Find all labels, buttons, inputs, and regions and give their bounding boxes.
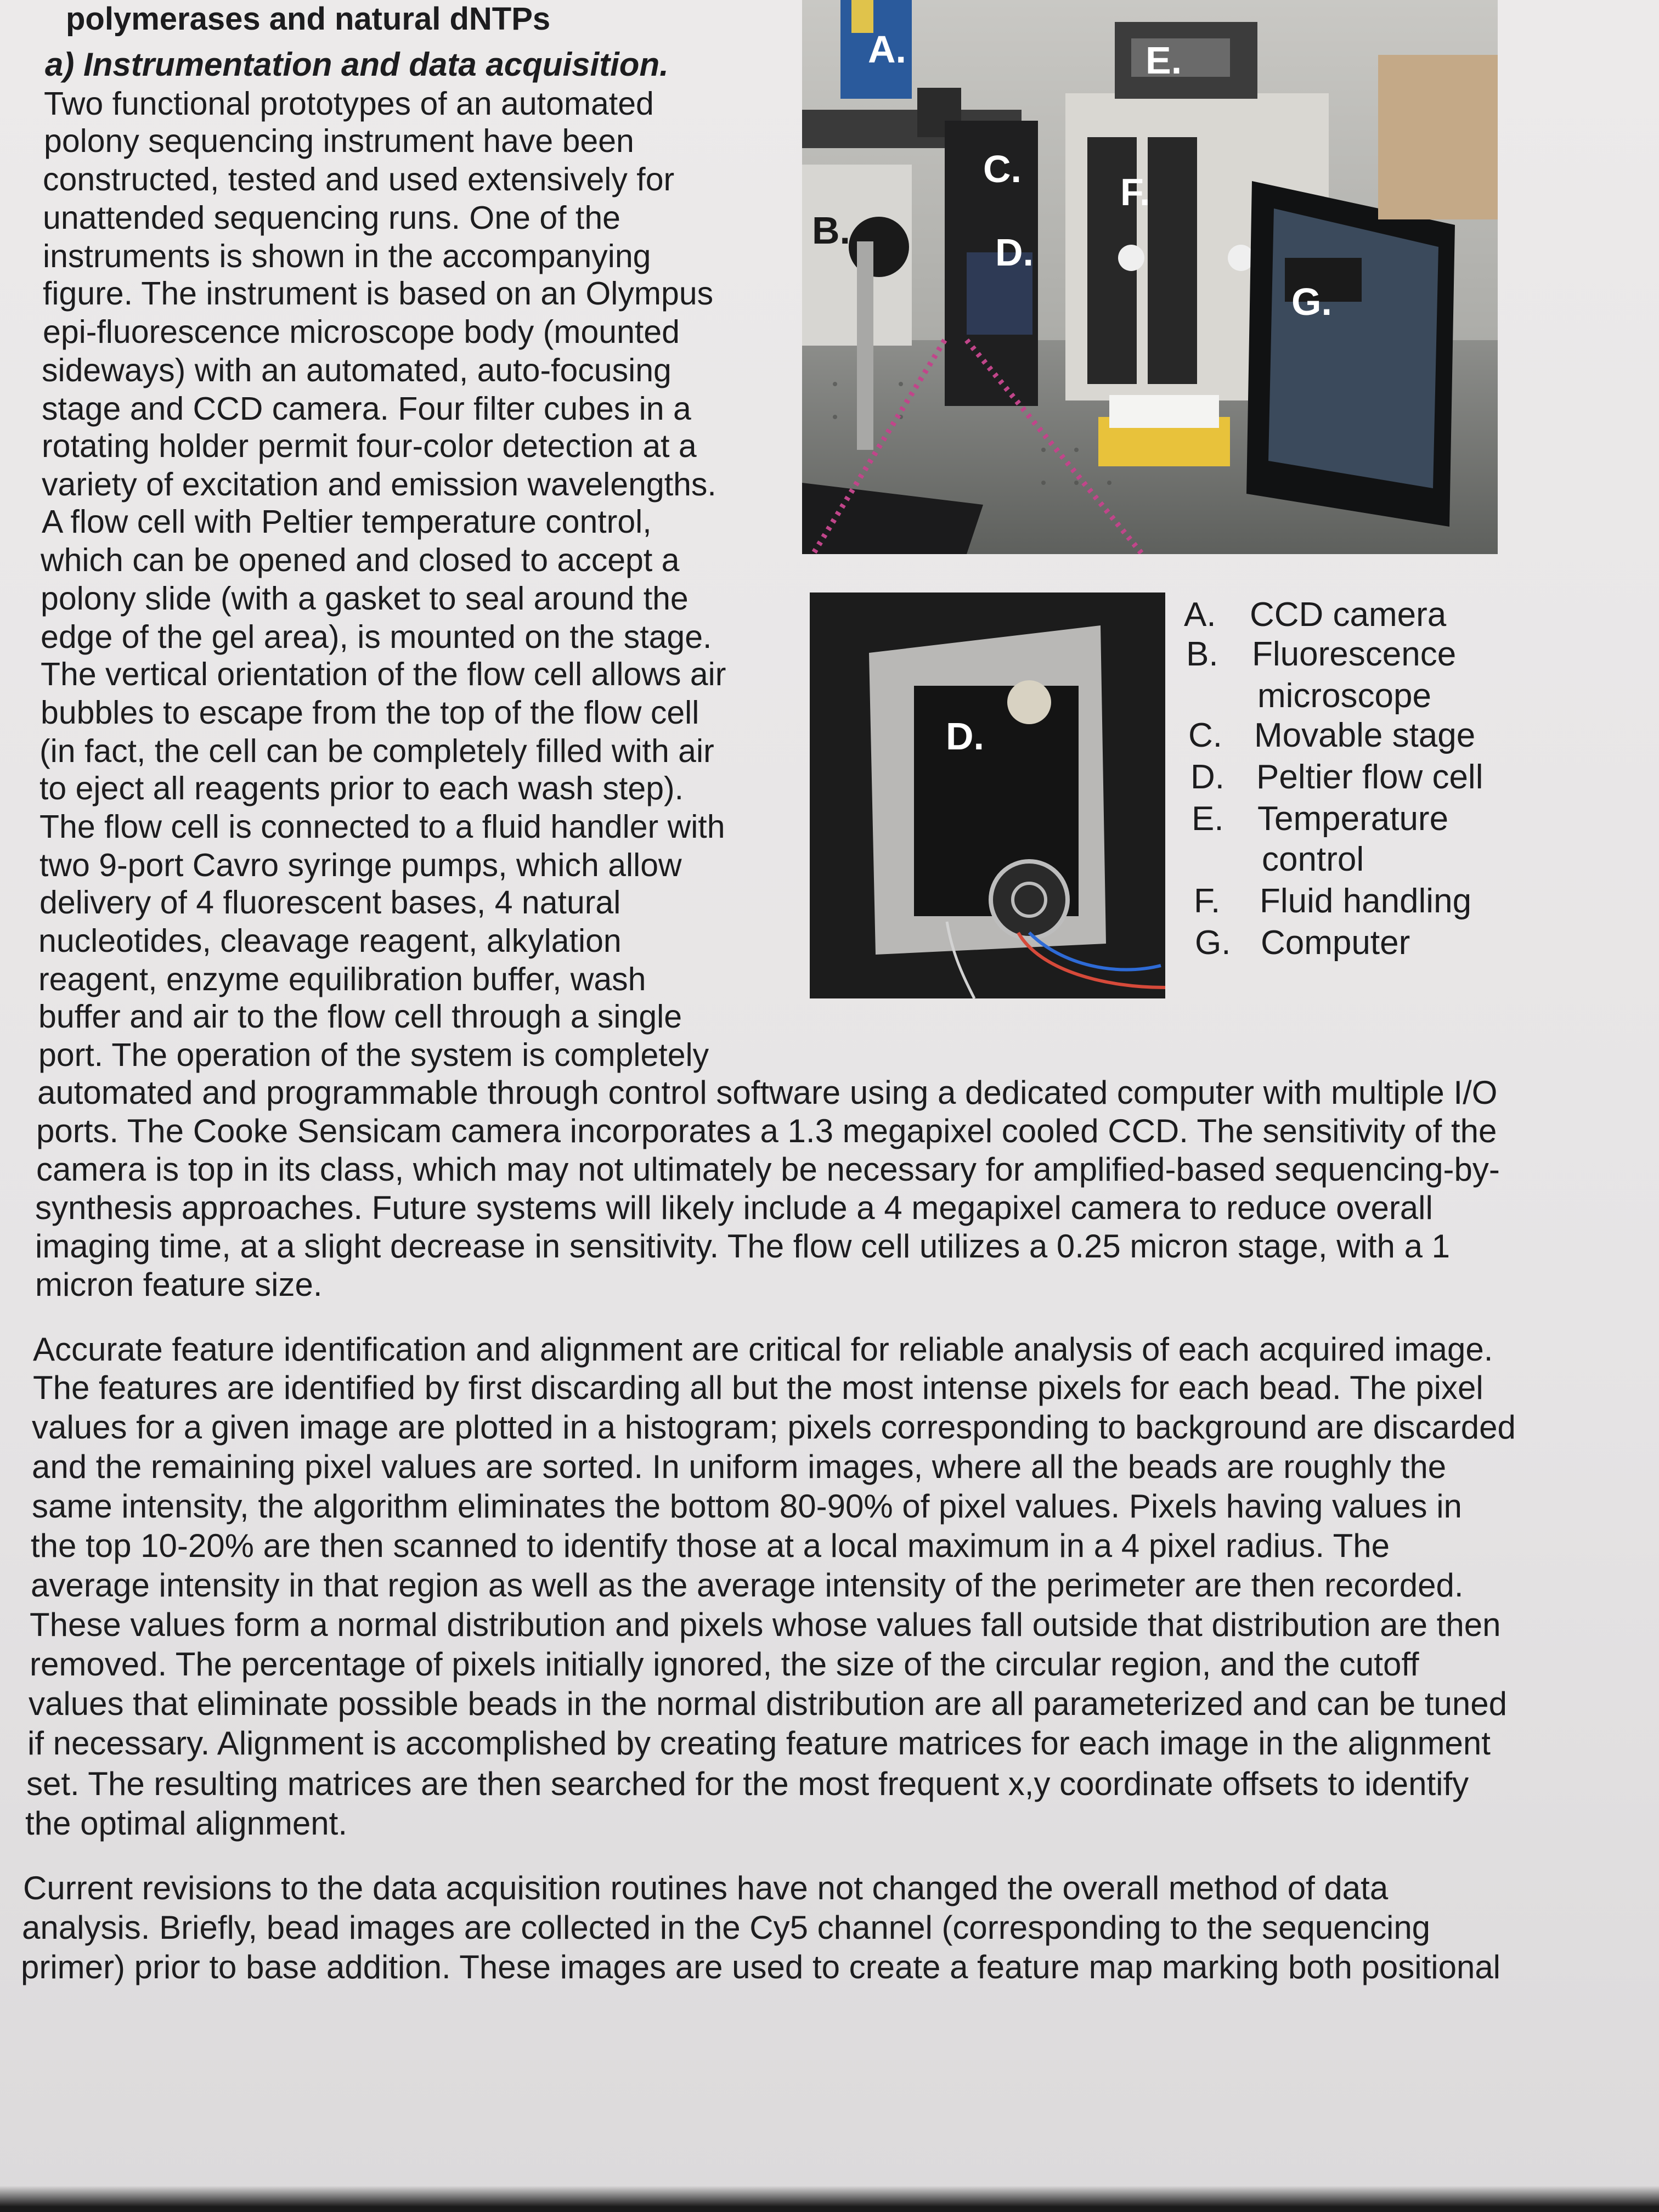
text-line: automated and programmable through control software using a dedicated computer with multiple I/O [37, 1074, 1498, 1111]
text-line: same intensity, the algorithm eliminates the bottom 80-90% of pixel values. Pixels having values in [32, 1488, 1462, 1525]
text-line: instruments is shown in the accompanying [43, 238, 651, 274]
text-line: primer) prior to base addition. These images are used to create a feature map marking both positional [21, 1949, 1501, 1985]
page-bottom-shadow [0, 2186, 1659, 2212]
text-line: Accurate feature identification and alignment are critical for reliable analysis of each acquired image. [33, 1331, 1493, 1368]
text-line: The vertical orientation of the flow cell allows air [41, 656, 726, 692]
text-line: the optimal alignment. [25, 1805, 347, 1842]
instrument-photo [802, 0, 1498, 554]
text-line: synthesis approaches. Future systems will likely include a 4 megapixel camera to reduce overall [35, 1189, 1433, 1226]
instrument-photo-illustration [802, 0, 1498, 554]
inset-label-d: D. [946, 715, 984, 758]
legend-item: F. Fluid handling [1194, 882, 1472, 920]
text-line: The features are identified by first discarding all but the most intense pixels for each bead. The pixel [33, 1369, 1483, 1406]
photo-label-b: B. [812, 209, 850, 252]
text-line: stage and CCD camera. Four filter cubes in a [42, 391, 691, 427]
legend-item: G. Computer [1195, 924, 1410, 962]
photo-label-g: G. [1291, 280, 1332, 323]
legend-item-continuation: control [1262, 840, 1364, 878]
text-line: delivery of 4 fluorescent bases, 4 natural [40, 884, 621, 921]
legend-item: A. CCD camera [1184, 596, 1447, 634]
photo-label-f: F. [1120, 171, 1150, 213]
text-line: ports. The Cooke Sensicam camera incorporates a 1.3 megapixel cooled CCD. The sensitivity of the [36, 1113, 1497, 1149]
legend-item-continuation: microscope [1257, 677, 1431, 715]
text-line: which can be opened and closed to accept a [41, 542, 680, 578]
text-line: edge of the gel area), is mounted on the stage. [41, 619, 712, 655]
text-line: variety of excitation and emission wavelengths. [42, 466, 716, 503]
text-line: and the remaining pixel values are sorted. In uniform images, where all the beads are roughly the [32, 1448, 1447, 1485]
text-line: unattended sequencing runs. One of the [43, 200, 620, 236]
text-line: Current revisions to the data acquisition routines have not changed the overall method of data [23, 1870, 1389, 1906]
text-line: port. The operation of the system is completely [38, 1037, 709, 1073]
text-line: figure. The instrument is based on an Olympus [43, 275, 714, 312]
text-line: epi-fluorescence microscope body (mounted [43, 314, 680, 350]
text-line: set. The resulting matrices are then searched for the most frequent x,y coordinate offsets to identify [26, 1765, 1469, 1802]
text-line: sideways) with an automated, auto-focusing [42, 352, 672, 388]
text-line: camera is top in its class, which may not ultimately be necessary for amplified-based sequencing-by- [36, 1151, 1500, 1188]
text-line: (in fact, the cell can be completely filled with air [40, 733, 714, 769]
legend-item: B. Fluorescence [1186, 635, 1457, 673]
text-line: to eject all reagents prior to each wash step). [40, 770, 684, 806]
text-line: bubbles to escape from the top of the flow cell [41, 695, 699, 731]
text-line: Two functional prototypes of an automated [44, 86, 654, 122]
flow-cell-illustration [810, 592, 1165, 998]
text-line: imaging time, at a slight decrease in sensitivity. The flow cell utilizes a 0.25 micron stage, with a 1 [35, 1228, 1450, 1265]
photo-label-e: E. [1146, 39, 1182, 82]
legend-item: C. Movable stage [1188, 716, 1476, 754]
flow-cell-inset-photo [810, 592, 1165, 998]
text-line: reagent, enzyme equilibration buffer, wash [38, 961, 646, 997]
text-line: micron feature size. [35, 1266, 323, 1303]
text-line: polony sequencing instrument have been [44, 123, 634, 159]
text-line: two 9-port Cavro syringe pumps, which allow [40, 847, 682, 883]
text-line: constructed, tested and used extensively for [43, 161, 675, 198]
photo-label-d: D. [995, 231, 1034, 274]
text-line: values for a given image are plotted in a histogram; pixels corresponding to background are discarded [32, 1409, 1516, 1446]
photo-label-c: C. [983, 148, 1022, 190]
section-heading: a) Instrumentation and data acquisition. [45, 46, 669, 83]
text-line: The flow cell is connected to a fluid handler with [40, 809, 725, 845]
photo-label-a: A. [868, 28, 906, 71]
legend-item: E. Temperature [1192, 800, 1449, 838]
text-line: removed. The percentage of pixels initially ignored, the size of the circular region, and the cutoff [30, 1646, 1419, 1683]
text-line: buffer and air to the flow cell through a single [38, 998, 682, 1035]
text-line: rotating holder permit four-color detection at a [42, 428, 697, 464]
text-line: These values form a normal distribution and pixels whose values fall outside that distribution are then [30, 1606, 1501, 1643]
page-heading-partial: polymerases and natural dNTPs [66, 1, 551, 37]
text-line: values that eliminate possible beads in the normal distribution are all parameterized and can be tuned [29, 1685, 1507, 1722]
text-line: average intensity in that region as well as the average intensity of the perimeter are then recorded. [31, 1567, 1464, 1604]
text-line: the top 10-20% are then scanned to identify those at a local maximum in a 4 pixel radius. The [31, 1527, 1390, 1564]
text-line: nucleotides, cleavage reagent, alkylation [38, 923, 622, 959]
text-line: polony slide (with a gasket to seal around the [41, 580, 689, 617]
legend-item: D. Peltier flow cell [1190, 758, 1483, 796]
text-line: A flow cell with Peltier temperature control, [42, 504, 652, 540]
text-line: if necessary. Alignment is accomplished by creating feature matrices for each image in the alignment [27, 1725, 1491, 1762]
text-line: analysis. Briefly, bead images are collected in the Cy5 channel (corresponding to the sequencing [22, 1909, 1431, 1946]
